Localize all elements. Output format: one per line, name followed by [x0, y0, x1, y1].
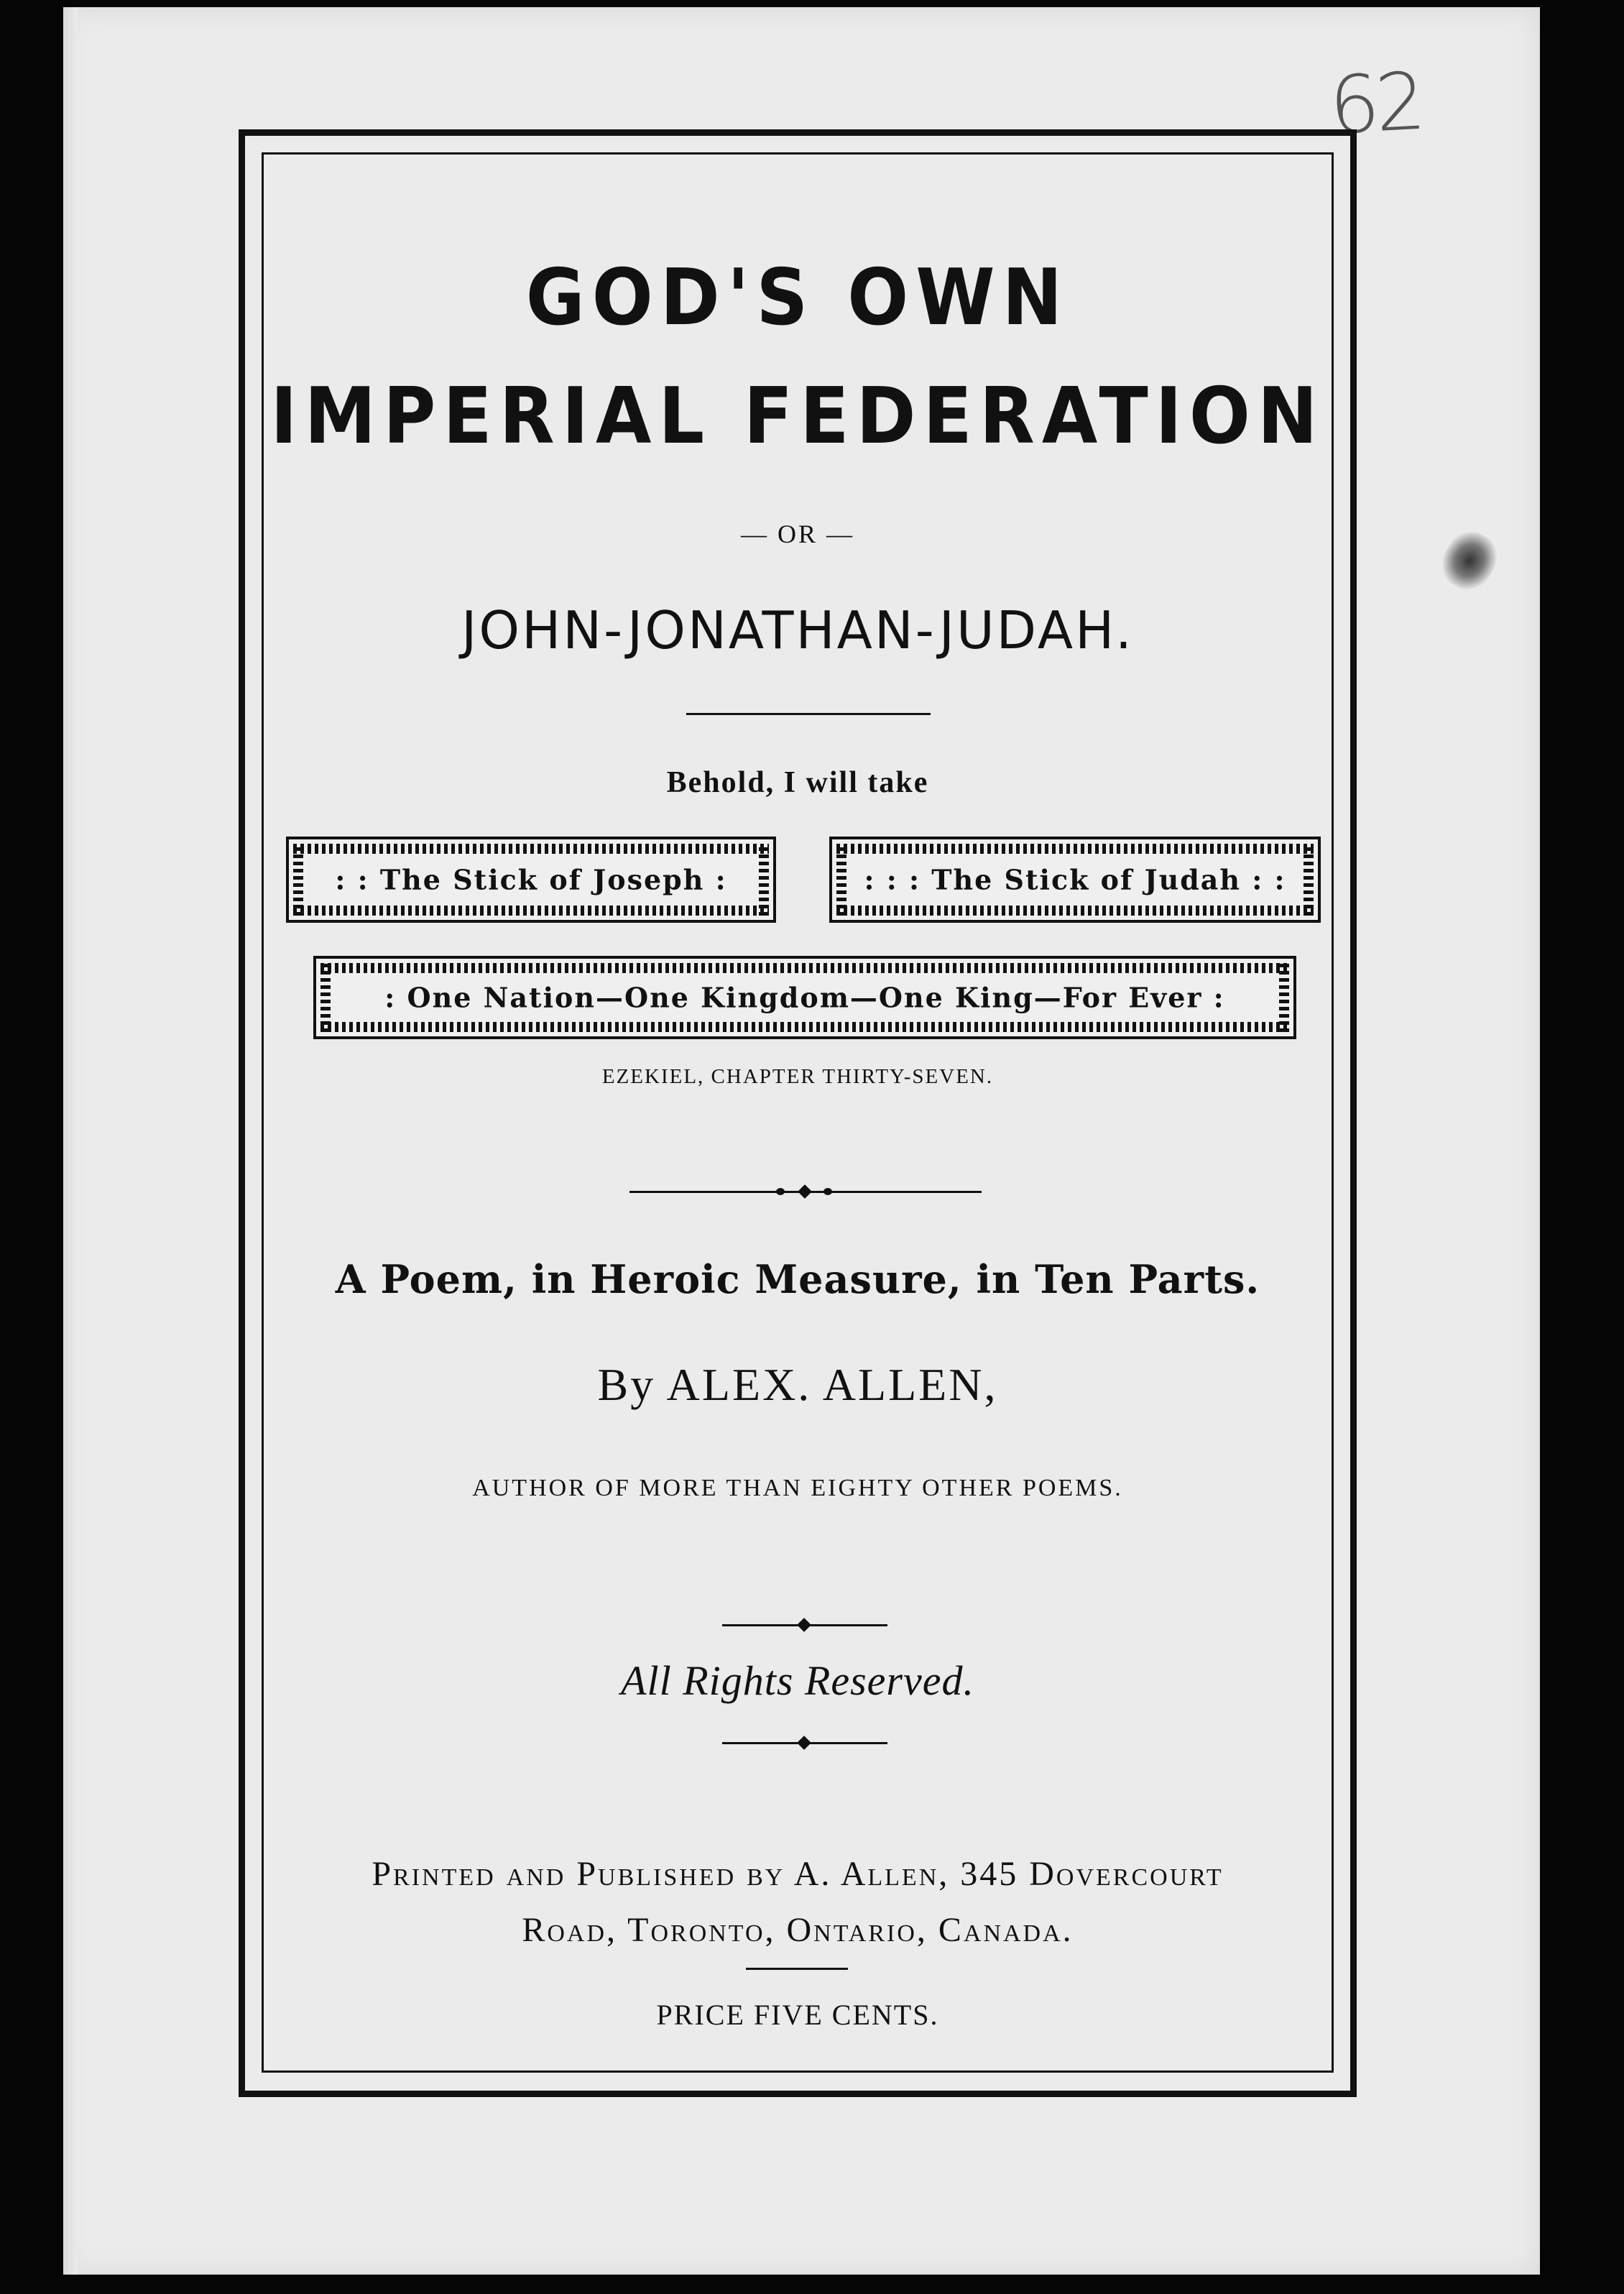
byline: By ALEX. ALLEN,: [597, 1359, 998, 1410]
banner-text: : : The Stick of Joseph :: [335, 863, 727, 896]
ornament-dot: [823, 1188, 832, 1195]
title-line-2: IMPERIAL FEDERATION: [270, 370, 1325, 461]
banner-text: : : : The Stick of Judah : :: [864, 863, 1286, 896]
banner-dots: [320, 963, 1289, 973]
banner-dots: [293, 906, 769, 916]
banner-dots: [836, 844, 1314, 854]
banner-one-nation: [313, 956, 1296, 1039]
behold-text: Behold, I will take: [666, 766, 929, 799]
scripture-citation: EZEKIEL, CHAPTER THIRTY-SEVEN.: [601, 1065, 994, 1088]
handwritten-annotation: 62: [1327, 55, 1424, 152]
banner-stick-of-judah: [829, 837, 1321, 923]
banner-dots: [293, 844, 769, 854]
poem-description: A Poem, in Heroic Measure, in Ten Parts.: [335, 1256, 1260, 1302]
publisher-line-1: Printed and Published by A. Allen, 345 Dovercourt: [372, 1855, 1224, 1893]
rights-notice: All Rights Reserved.: [621, 1657, 974, 1704]
or-separator: — OR —: [740, 520, 854, 548]
ornament-dot: [776, 1188, 785, 1195]
title-line-1: GOD'S OWN: [525, 252, 1070, 343]
banner-stick-of-joseph: [286, 837, 776, 923]
publisher-line-2: Road, Toronto, Ontario, Canada.: [522, 1911, 1074, 1949]
price-text: PRICE FIVE CENTS.: [656, 1999, 939, 2031]
banner-text: : One Nation—One Kingdom—One King—For Ever :: [384, 981, 1225, 1014]
author-note: AUTHOR OF MORE THAN EIGHTY OTHER POEMS.: [472, 1475, 1123, 1501]
subtitle: JOHN-JONATHAN-JUDAH.: [461, 600, 1134, 660]
page-edge: [63, 7, 78, 2275]
divider-rule: [746, 1968, 848, 1970]
divider-rule: [686, 713, 931, 715]
banner-dots: [836, 906, 1314, 916]
banner-dots: [320, 1022, 1289, 1032]
